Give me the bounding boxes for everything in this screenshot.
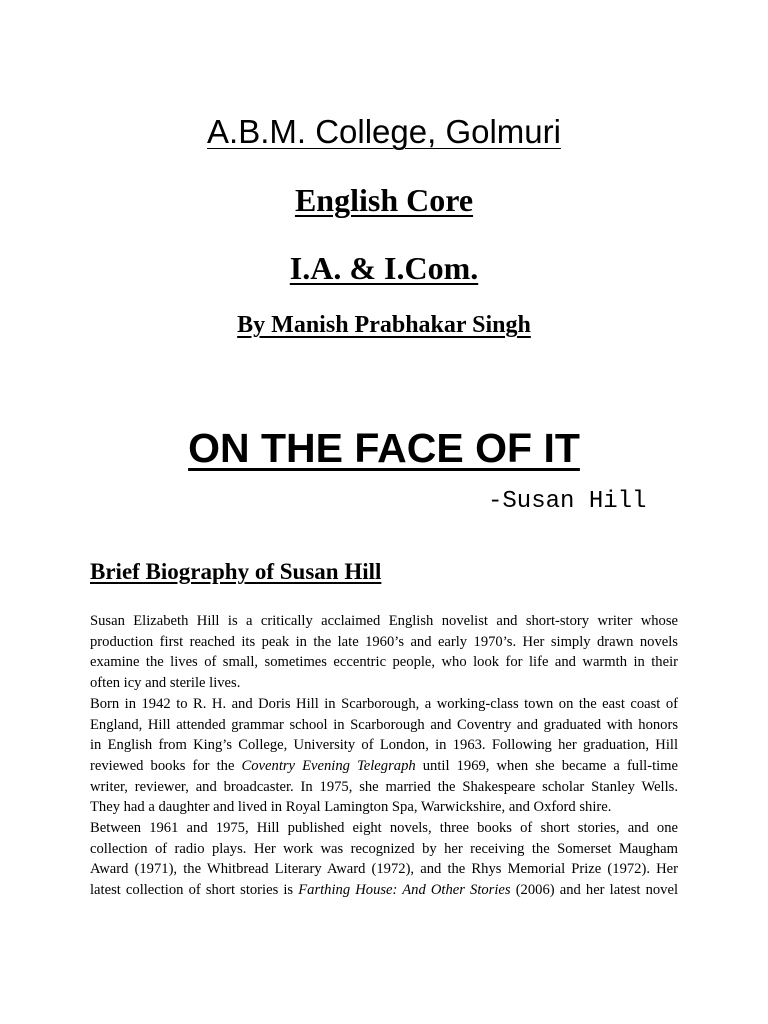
text-line	[90, 880, 678, 901]
text-line: England, Hill attended grammar school in Scarborough and Coventry and graduated with honors	[90, 716, 678, 733]
text-run: latest collection of short stories is	[90, 882, 299, 899]
text-line: examine the lives of small, sometimes eccentric people, who look for life and warmth in their	[90, 654, 678, 671]
text-line: writer, reviewer, and broadcaster. In 1975, she married the Shakespeare scholar Stanley Wells.	[90, 778, 678, 795]
chapter-author: -Susan Hill	[488, 488, 647, 515]
text-run: reviewed books for the	[90, 757, 242, 774]
chapter-title: ON THE FACE OF IT	[188, 425, 580, 471]
biography-text	[90, 611, 678, 901]
text-line: production first reached its peak in the late 1960’s and early 1970’s. Her simply drawn novels	[90, 633, 678, 650]
text-line: in English from King’s College, University of London, in 1963. Following her graduation, Hill	[90, 737, 678, 754]
text-run: (2006) and her latest novel	[510, 882, 678, 899]
text-line: Susan Elizabeth Hill is a critically acclaimed English novelist and short-story writer whose	[90, 613, 678, 629]
text-line: Born in 1942 to R. H. and Doris Hill in Scarborough, a working-class town on the east coast of	[90, 695, 678, 712]
book-title: Farthing House: And Other Stories	[298, 882, 511, 899]
author-byline: By Manish Prabhakar Singh	[237, 312, 531, 338]
newspaper-title: Coventry Evening Telegraph	[241, 757, 416, 774]
text-line: collection of radio plays. Her work was recognized by her receiving the Somerset Maugham	[90, 840, 678, 857]
paragraph-1	[90, 611, 678, 694]
subject-title: English Core	[294, 182, 474, 218]
class-names: I.A. & I.Com.	[289, 250, 479, 286]
text-line: Between 1961 and 1975, Hill published eight novels, three books of short stories, and one	[90, 820, 678, 837]
text-line: Award (1971), the Whitbread Literary Award (1972), and the Rhys Memorial Prize (1972). Her	[90, 861, 678, 878]
text-line	[90, 756, 678, 777]
paragraph-3	[90, 818, 678, 901]
text-run: until 1969, when she became a full-time	[415, 757, 679, 774]
college-name: A.B.M. College, Golmuri	[207, 113, 561, 150]
text-line: They had a daughter and lived in Royal Lamington Spa, Warwickshire, and Oxford shire.	[90, 799, 612, 816]
section-heading: Brief Biography of Susan Hill	[90, 559, 382, 584]
text-line: often icy and sterile lives.	[90, 675, 241, 692]
paragraph-2	[90, 694, 678, 818]
